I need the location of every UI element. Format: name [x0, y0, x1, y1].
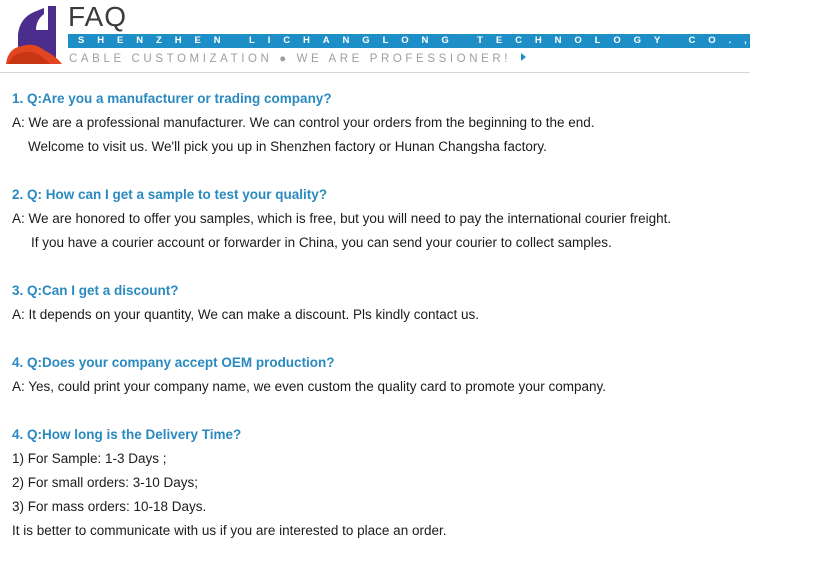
header-divider — [0, 72, 750, 73]
faq-answer-line: Welcome to visit us. We'll pick you up in Shenzhen factory or Hunan Changsha factory. — [28, 139, 547, 154]
faq-answer-line: 3) For mass orders: 10-18 Days. — [12, 499, 207, 514]
faq-answer-line: 2) For small orders: 3-10 Days; — [12, 475, 199, 490]
faq-answer-line: 1) For Sample: 1-3 Days ; — [12, 451, 167, 466]
company-banner — [68, 34, 832, 48]
faq-answer-line: A: We are honored to offer you samples, which is free, but you will need to pay the international courier freight. — [12, 211, 672, 226]
arrow-right-icon — [521, 53, 526, 61]
faq-question: 3. Q:Can I get a discount? — [12, 283, 179, 298]
tagline — [69, 52, 526, 66]
faq-question: 4. Q:How long is the Delivery Time? — [12, 427, 242, 442]
faq-question: 2. Q: How can I get a sample to test your quality? — [12, 187, 328, 202]
page-title: FAQ — [68, 1, 128, 32]
faq-answer-line: A: We are a professional manufacturer. We can control your orders from the beginning to the end. — [12, 115, 595, 130]
faq-answer-line: A: Yes, could print your company name, we even custom the quality card to promote your company. — [12, 379, 607, 394]
faq-answer-line: A: It depends on your quantity, We can make a discount. Pls kindly contact us. — [12, 307, 480, 322]
page-header — [0, 0, 832, 72]
faq-answer-line: If you have a courier account or forwarder in China, you can send your courier to collect samples. — [31, 235, 612, 250]
faq-answer-line: It is better to communicate with us if you are interested to place an order. — [12, 523, 447, 538]
company-logo-icon — [4, 6, 64, 64]
company-name: SHENZHEN LICHANGLONG TECHNOLOGY CO.,LTD. — [78, 35, 832, 46]
faq-question: 1. Q:Are you a manufacturer or trading company? — [12, 91, 332, 106]
faq-question: 4. Q:Does your company accept OEM production? — [12, 355, 335, 370]
tagline-text: CABLE CUSTOMIZATION ● WE ARE PROFESSIONER! — [69, 53, 512, 65]
